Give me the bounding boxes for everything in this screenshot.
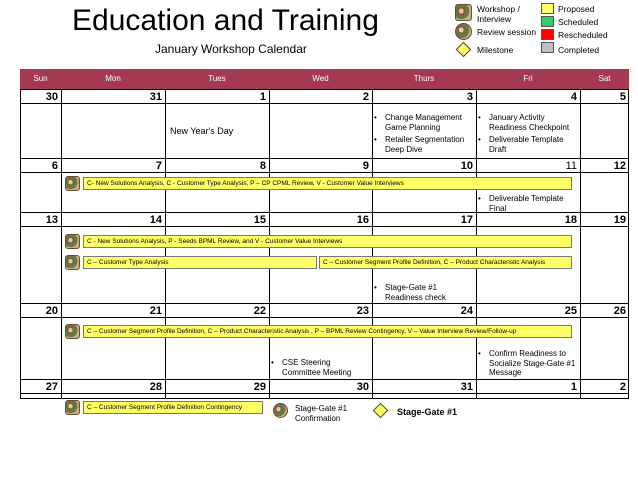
proposed-swatch xyxy=(541,3,554,14)
date-number: 14 xyxy=(149,214,162,226)
wed-week4-events xyxy=(269,358,369,380)
date-number: 26 xyxy=(613,305,626,317)
legend-scheduled-label: Scheduled xyxy=(558,17,599,27)
event-bar[interactable]: C – Customer Type Analysis xyxy=(83,256,317,269)
date-number: 2 xyxy=(619,381,626,393)
day-header-mon: Mon xyxy=(61,69,165,89)
milestone-icon xyxy=(373,403,389,419)
date-number: 21 xyxy=(149,305,162,317)
event-item: • Stage-Gate #1 Readiness check xyxy=(372,283,474,302)
event-bar[interactable]: C - New Solutions Analysis, P - Seeds BPML Review, and V - Customer Value Interviews xyxy=(83,235,572,248)
event-bar[interactable]: C – Customer Segment Profile Definition, C – Product Characteristic Analysis xyxy=(319,256,572,269)
legend-milestone-label: Milestone xyxy=(477,45,514,55)
milestone-label: Stage-Gate #1 xyxy=(397,407,458,417)
date-number: 18 xyxy=(564,214,577,226)
date-number: 6 xyxy=(51,160,58,172)
workshop-icon xyxy=(65,234,80,249)
event-item: • CSE Steering Committee Meeting xyxy=(269,358,369,377)
day-header-sun: Sun xyxy=(20,69,61,89)
date-number: 9 xyxy=(362,160,369,172)
date-number: 20 xyxy=(45,305,58,317)
day-header-thurs: Thurs xyxy=(372,69,476,89)
date-number: 30 xyxy=(45,91,58,103)
page-subtitle: January Workshop Calendar xyxy=(155,42,307,56)
holiday-label: New Year's Day xyxy=(170,126,234,136)
thurs-week1-events xyxy=(372,113,474,157)
legend-proposed-label: Proposed xyxy=(558,4,595,14)
date-number: 10 xyxy=(460,160,473,172)
legend-rescheduled-label: Rescheduled xyxy=(558,30,608,40)
legend-workshop-label: Workshop / Interview xyxy=(477,4,520,24)
date-number: 28 xyxy=(149,381,162,393)
scheduled-swatch xyxy=(541,16,554,27)
date-number: 15 xyxy=(253,214,266,226)
review-confirmation-label: Stage-Gate #1 Confirmation xyxy=(295,404,348,423)
review-session-icon xyxy=(455,23,473,41)
date-number: 1 xyxy=(570,381,577,393)
event-item: • Change Management Game Planning xyxy=(372,113,474,132)
date-number: 8 xyxy=(259,160,266,172)
date-number: 27 xyxy=(45,381,58,393)
date-number: 16 xyxy=(356,214,369,226)
event-item: • Retailer Segmentation Deep Dive xyxy=(372,135,474,154)
date-number: 24 xyxy=(460,305,473,317)
event-item: • January Activity Readiness Checkpoint xyxy=(476,113,578,132)
event-item: • Confirm Readiness to Socialize Stage-Gate #1 Message xyxy=(476,349,578,378)
fri-week4-events xyxy=(476,349,578,381)
date-number: 23 xyxy=(356,305,369,317)
date-number: 4 xyxy=(570,91,577,103)
workshop-icon xyxy=(65,176,80,191)
date-number: 11 xyxy=(565,160,577,172)
legend-review-label: Review session xyxy=(477,27,537,37)
date-number: 19 xyxy=(613,214,626,226)
calendar-grid xyxy=(20,69,629,399)
date-number: 13 xyxy=(45,214,58,226)
workshop-icon xyxy=(65,255,80,270)
fri-week1-events xyxy=(476,113,578,157)
review-session-icon xyxy=(273,403,288,418)
completed-swatch xyxy=(541,42,554,53)
date-number: 5 xyxy=(619,91,626,103)
date-number: 7 xyxy=(155,160,162,172)
date-number: 17 xyxy=(460,214,473,226)
workshop-icon xyxy=(455,4,473,22)
event-item: • Deliverable Template Final xyxy=(476,194,578,213)
date-number: 31 xyxy=(460,381,473,393)
rescheduled-swatch xyxy=(541,29,554,40)
thurs-week3-events xyxy=(372,283,474,305)
date-number: 2 xyxy=(362,91,369,103)
event-bar[interactable]: C- New Solutions Analysis, C - Customer Type Analysis, P – CP CPML Review, V - Customer Value Interviews xyxy=(83,177,572,190)
day-header-fri: Fri xyxy=(476,69,580,89)
date-number: 12 xyxy=(613,160,626,172)
event-bar[interactable]: C – Customer Segment Profile Definition Contingency xyxy=(83,401,263,414)
date-number: 3 xyxy=(466,91,473,103)
date-number: 30 xyxy=(356,381,369,393)
event-bar[interactable]: C – Customer Segment Profile Definition, C – Product Characteristic Analysis , P – BPML Review Contingency, V – Value Interview Review/Follow-up xyxy=(83,325,572,338)
milestone-icon xyxy=(456,42,472,58)
legend-completed-label: Completed xyxy=(558,45,600,55)
date-number: 29 xyxy=(253,381,266,393)
date-number: 22 xyxy=(253,305,266,317)
date-number: 1 xyxy=(259,91,266,103)
day-header-sat: Sat xyxy=(580,69,629,89)
day-header-wed: Wed xyxy=(269,69,372,89)
date-number: 25 xyxy=(564,305,577,317)
event-item: • Deliverable Template Draft xyxy=(476,135,578,154)
date-number: 31 xyxy=(149,91,162,103)
workshop-icon xyxy=(65,324,80,339)
workshop-icon xyxy=(65,400,80,415)
page-title: Education and Training xyxy=(72,4,379,37)
day-header-tues: Tues xyxy=(165,69,269,89)
